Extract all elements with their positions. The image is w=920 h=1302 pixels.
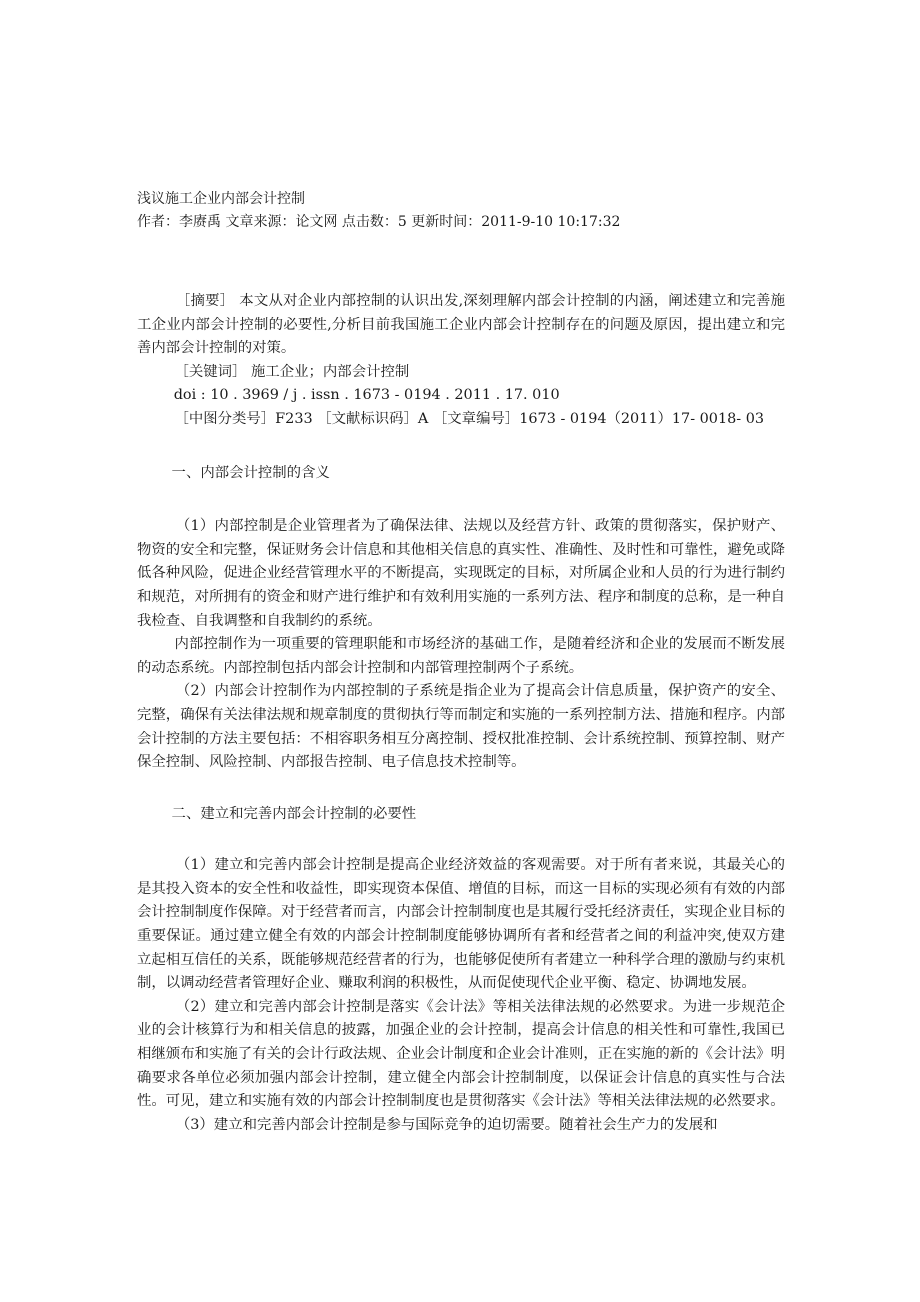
section1-paragraph-1: （1）内部控制是企业管理者为了确保法律、法规以及经营方针、政策的贯彻落实，保护财产、物资的安全和完整，保证财务会计信息和其他相关信息的真实性、准确性、及时性和可靠性，避免或降低各种风险，促进企业经营管理水平的不断提高，实现既定的目标，对所属企业和人员的行为进行制约和规范，对所拥有的资金和财产进行维护和有效利用实施的一系列方法、程序和制度的总称，是一种自我检查、自我调整和自我制约的系统。 (137, 518, 785, 629)
classification-line: ［中图分类号］F233 ［文献标识码］A ［文章编号］1673 - 0194（2011）17- 0018- 03 (174, 410, 765, 427)
article-meta: 作者：李赓禹 文章来源：论文网 点击数：5 更新时间：2011-9-10 10:17:32 (137, 214, 621, 230)
spacer (137, 234, 785, 290)
section2-paragraph-3: （3）建立和完善内部会计控制是参与国际竞争的迫切需要。随着社会生产力的发展和 (175, 1116, 718, 1133)
document-page (137, 188, 785, 1137)
abstract-paragraph: ［摘要］ 本文从对企业内部控制的认识出发,深刻理解内部会计控制的内涵，阐述建立和完善施工企业内部会计控制的必要性,分析目前我国施工企业内部会计控制存在的问题及原因，提出建立和完善内部会计控制的对策。 (137, 293, 785, 357)
keywords-line: ［关键词］ 施工企业；内部会计控制 (174, 363, 410, 380)
section1-paragraph-3: （2）内部会计控制作为内部控制的子系统是指企业为了提高会计信息质量，保护资产的安全、完整，确保有关法律法规和规章制度的贯彻执行等而制定和实施的一系列控制方法、措施和程序。内部会计控制的方法主要包括：不相容职务相互分离控制、授权批准控制、会计系统控制、预算控制、财产保全控制、风险控制、内部报告控制、电子信息技术控制等。 (137, 683, 785, 771)
spacer (137, 432, 785, 462)
spacer (137, 826, 785, 854)
section-heading-2: 二、建立和完善内部会计控制的必要性 (171, 805, 417, 822)
spacer (137, 485, 785, 515)
section1-paragraph-2: 内部控制作为一项重要的管理职能和市场经济的基础工作，是随着经济和企业的发展而不断发展的动态系统。内部控制包括内部会计控制和内部管理控制两个子系统。 (137, 636, 785, 676)
spacer (137, 775, 785, 803)
doi-line: doi : 10 . 3969 / j . issn . 1673 - 0194 . 2011 . 17. 010 (173, 387, 560, 404)
article-title: 浅议施工企业内部会计控制 (137, 191, 305, 207)
section2-paragraph-1: （1）建立和完善内部会计控制是提高企业经济效益的客观需要。对于所有者来说，其最关心的是其投入资本的安全性和收益性，即实现资本保值、增值的目标，而这一目标的实现必须有有效的内部会计控制制度作保障。对于经营者而言，内部会计控制制度也是其履行受托经济责任，实现企业目标的重要保证。通过建立健全有效的内部会计控制制度能够协调所有者和经营者之间的利益冲突,使双方建立起相互信任的关系，既能够规范经营者的行为，也能够促使所有者建立一种科学合理的激励与约束机制，以调动经营者管理好企业、赚取利润的积极性，从而促使现代企业平衡、稳定、协调地发展。 (137, 857, 785, 992)
section2-paragraph-2: （2）建立和完善内部会计控制是落实《会计法》等相关法律法规的必然要求。为进一步规范企业的会计核算行为和相关信息的披露，加强企业的会计控制，提高会计信息的相关性和可靠性,我国已相继颁布和实施了有关的会计行政法规、企业会计制度和企业会计准则，正在实施的新的《会计法》明确要求各单位必须加强内部会计控制，建立健全内部会计控制制度，以保证会计信息的真实性与合法性。可见，建立和实施有效的内部会计控制制度也是贯彻落实《会计法》等相关法律法规的必然要求。 (137, 998, 785, 1110)
section-heading-1: 一、内部会计控制的含义 (171, 464, 330, 481)
